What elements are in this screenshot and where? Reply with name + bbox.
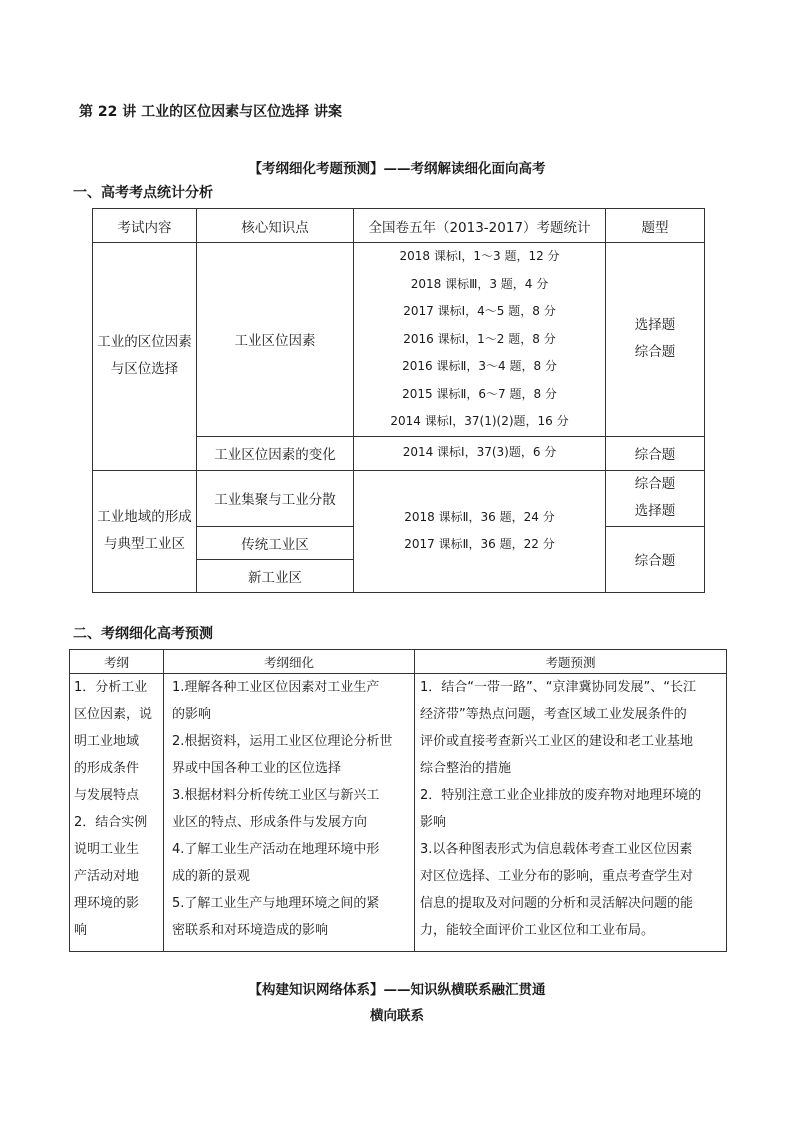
exam-content-line: 工业地域的形成 (97, 509, 192, 525)
document-title: 第 22 讲 工业的区位因素与区位选择 讲案 (79, 104, 342, 120)
yuce-line: 3.以各种图表形式为信息载体考查工业区位因素 (420, 842, 693, 857)
xihua-line: 业区的特点、形成条件与发展方向 (172, 815, 368, 830)
table1-row (93, 470, 705, 526)
xihua-line: 4.了解工业生产活动在地理环境中形 (172, 842, 380, 857)
stats-line: 2018 课标Ⅰ，1～3 题，12 分 (399, 249, 560, 263)
stats-line: 2017 课标Ⅱ，36 题，22 分 (404, 537, 555, 551)
knowledge-point-cell: 工业集聚与工业分散 (197, 470, 354, 526)
question-type-cell (606, 470, 705, 526)
xihua-line: 的影响 (172, 707, 212, 722)
kaoti-yuce-cell (415, 674, 727, 952)
kaogang-section-header: 【考纲细化考题预测】——考纲解读细化面向高考 (248, 161, 546, 177)
stats-line: 2018 课标Ⅱ，36 题，24 分 (404, 509, 555, 524)
kaogang-cell (70, 674, 164, 952)
table1-header-cell: 题型 (606, 209, 705, 243)
question-type-line: 选择题 (634, 317, 676, 334)
table1-header-cell: 考试内容 (93, 209, 197, 243)
question-type-cell (606, 243, 705, 437)
table1-header-cell: 核心知识点 (197, 209, 354, 243)
kaogang-line: 理环境的影 (74, 896, 140, 911)
yuce-line: 2．特别注意工业企业排放的废弃物对地理环境的 (420, 788, 702, 803)
yuce-line: 信息的提取及对问题的分析和灵活解决问题的能 (420, 896, 694, 911)
xihua-line: 密联系和对环境造成的影响 (172, 923, 329, 938)
stats-cell: 2014 课标Ⅰ，37(3)题，6 分 (354, 436, 606, 470)
section2-heading: 二、考纲细化高考预测 (73, 626, 213, 642)
kaogang-line: 响 (74, 923, 88, 938)
yuce-line: 影响 (420, 815, 447, 830)
stats-line: 2018 课标Ⅲ，3 题，4 分 (410, 276, 549, 291)
question-type-cell: 综合题 (606, 526, 705, 592)
kaogang-line: 的形成条件 (74, 761, 140, 776)
kaogang-line: 说明工业生 (74, 842, 140, 857)
knowledge-point-cell: 传统工业区 (197, 526, 354, 559)
table1-row (93, 243, 705, 437)
yuce-line: 1．结合“一带一路”、“京津冀协同发展”、“长江 (420, 680, 696, 695)
stats-line: 2016 课标Ⅰ，1～2 题，8 分 (403, 331, 556, 346)
knowledge-point-cell: 工业区位因素 (197, 243, 354, 437)
yuce-line: 力，能较全面评价工业区位和工业布局。 (420, 923, 655, 938)
table2-body-row (70, 674, 727, 952)
xihua-line: 成的新的景观 (172, 869, 251, 884)
table1-header-row (93, 209, 705, 243)
knowledge-point-cell: 新工业区 (197, 559, 354, 592)
kaogang-line: 与发展特点 (74, 788, 140, 803)
stats-line: 2017 课标Ⅰ，4～5 题，8 分 (403, 304, 556, 318)
exam-statistics-table (92, 208, 705, 593)
stats-cell (354, 243, 606, 437)
table2-header-cell: 考题预测 (415, 650, 727, 674)
yuce-line: 综合整治的措施 (420, 761, 512, 776)
exam-content-cell (93, 243, 197, 471)
section1-heading: 一、高考考点统计分析 (73, 185, 213, 201)
knowledge-network-header: 【构建知识网络体系】——知识纵横联系融汇贯通 (248, 982, 546, 998)
table2-header-cell: 考纲细化 (164, 650, 415, 674)
xihua-line: 3.根据材料分析传统工业区与新兴工 (172, 788, 380, 803)
yuce-line: 经济带”等热点问题，考查区域工业发展条件的 (420, 707, 687, 722)
xihua-line: 1.理解各种工业区位因素对工业生产 (172, 680, 380, 695)
xihua-line: 2.根据资料，运用工业区位理论分析世 (172, 734, 393, 749)
yuce-line: 评价或直接考查新兴工业区的建设和老工业基地 (420, 734, 694, 749)
stats-line: 2016 课标Ⅱ，3～4 题，8 分 (402, 359, 557, 373)
stats-line: 2014 课标Ⅰ，37(1)(2)题，16 分 (390, 414, 569, 428)
stats-line: 2015 课标Ⅱ，6～7 题，8 分 (402, 386, 557, 401)
kaogang-line: 区位因素，说 (74, 707, 153, 722)
exam-content-line: 工业的区位因素 (97, 334, 192, 351)
exam-content-cell (93, 470, 197, 592)
kaogang-line: 2．结合实例 (74, 815, 148, 830)
syllabus-forecast-table (69, 649, 727, 952)
question-type-line: 综合题 (634, 476, 676, 492)
kaogang-xihua-cell (164, 674, 415, 952)
question-type-cell: 综合题 (606, 436, 705, 470)
table2-header-cell: 考纲 (70, 650, 164, 674)
stats-cell (354, 470, 606, 592)
question-type-line: 综合题 (634, 344, 676, 361)
kaogang-line: 1．分析工业 (74, 680, 148, 695)
kaogang-line: 明工业地域 (74, 734, 140, 749)
table2-header-row (70, 650, 727, 674)
exam-content-line: 与区位选择 (110, 361, 179, 378)
kaogang-line: 产活动对地 (74, 869, 140, 884)
horizontal-link-heading: 横向联系 (370, 1008, 424, 1024)
exam-content-line: 与典型工业区 (104, 536, 185, 552)
yuce-line: 对区位选择、工业分布的影响，重点考查学生对 (420, 869, 694, 884)
knowledge-point-cell: 工业区位因素的变化 (197, 436, 354, 470)
xihua-line: 界或中国各种工业的区位选择 (172, 761, 342, 776)
table1-header-cell: 全国卷五年（2013-2017）考题统计 (354, 209, 606, 243)
xihua-line: 5.了解工业生产与地理环境之间的紧 (172, 896, 380, 911)
question-type-line: 选择题 (634, 503, 676, 519)
